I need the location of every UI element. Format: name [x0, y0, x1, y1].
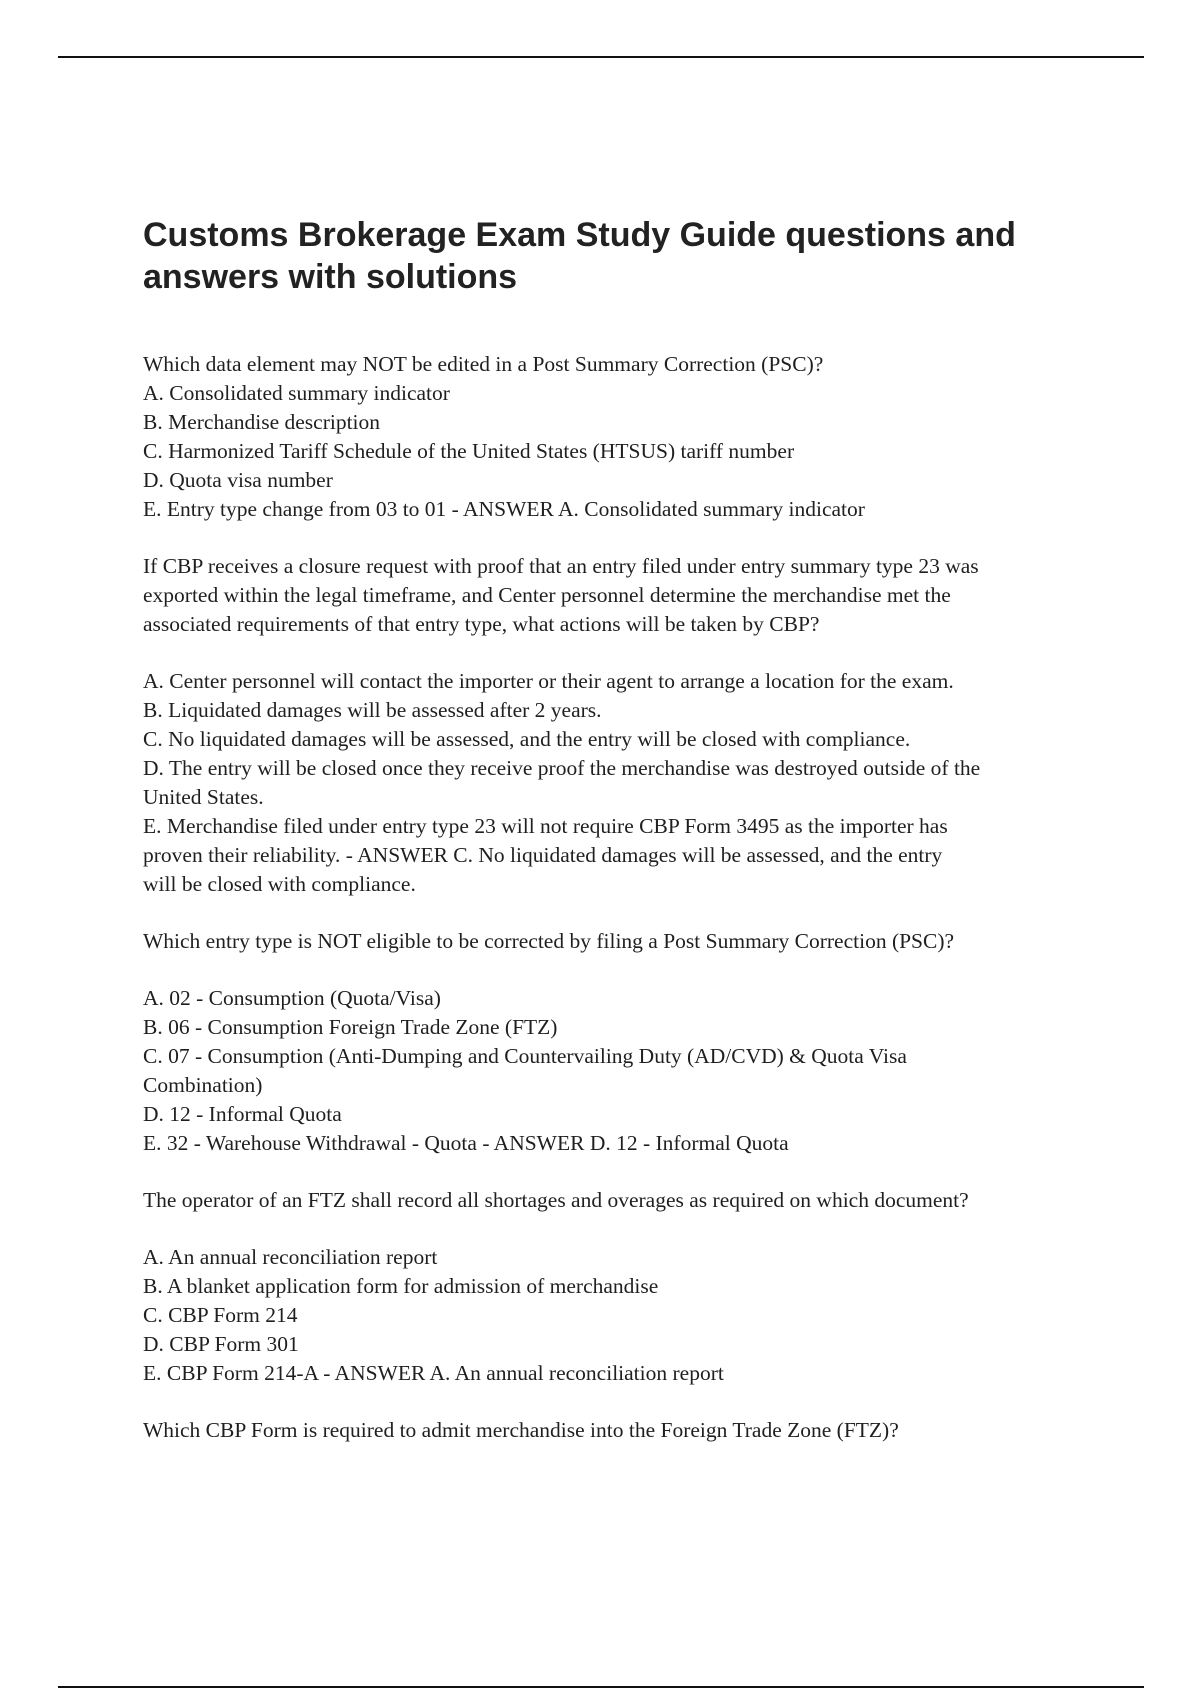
- question-text: Which CBP Form is required to admit merchandise into the Foreign Trade Zone (FTZ)?: [143, 1418, 899, 1442]
- spacer: [143, 639, 1063, 667]
- answer-option: E. Merchandise filed under entry type 23 will not require CBP Form 3495 as the importer has: [143, 814, 948, 838]
- question-text: Which data element may NOT be edited in a Post Summary Correction (PSC)?: [143, 352, 824, 376]
- spacer: [143, 956, 1063, 984]
- question-block: [143, 552, 1063, 899]
- answer-option: A. An annual reconciliation report: [143, 1245, 438, 1269]
- spacer: [143, 1215, 1063, 1243]
- answer-option: proven their reliability. - ANSWER C. No liquidated damages will be assessed, and the entry: [143, 843, 943, 867]
- answer-option: E. Entry type change from 03 to 01 - ANSWER A. Consolidated summary indicator: [143, 497, 865, 521]
- answer-option: B. 06 - Consumption Foreign Trade Zone (FTZ): [143, 1015, 558, 1039]
- answer-option: B. A blanket application form for admission of merchandise: [143, 1274, 659, 1298]
- question-block: [143, 927, 1063, 1158]
- question-text: If CBP receives a closure request with proof that an entry filed under entry summary type 23 was: [143, 554, 979, 578]
- answer-option: E. 32 - Warehouse Withdrawal - Quota - ANSWER D. 12 - Informal Quota: [143, 1131, 789, 1155]
- question-text: Which entry type is NOT eligible to be corrected by filing a Post Summary Correction (PSC)?: [143, 929, 955, 953]
- bottom-rule: [58, 1686, 1144, 1688]
- answer-option: United States.: [143, 785, 264, 809]
- question-text: exported within the legal timeframe, and Center personnel determine the merchandise met the: [143, 583, 951, 607]
- question-text: The operator of an FTZ shall record all shortages and overages as required on which document?: [143, 1188, 969, 1212]
- answer-option: D. The entry will be closed once they receive proof the merchandise was destroyed outside of the: [143, 756, 981, 780]
- top-rule: [58, 56, 1144, 58]
- answer-option: C. CBP Form 214: [143, 1303, 298, 1327]
- answer-option: will be closed with compliance.: [143, 872, 416, 896]
- answer-option: A. Consolidated summary indicator: [143, 381, 450, 405]
- answer-option: C. No liquidated damages will be assessed, and the entry will be closed with compliance.: [143, 727, 911, 751]
- question-text: associated requirements of that entry type, what actions will be taken by CBP?: [143, 612, 820, 636]
- answer-option: D. CBP Form 301: [143, 1332, 299, 1356]
- question-block: [143, 1186, 1063, 1388]
- answer-option: Combination): [143, 1073, 263, 1097]
- document-body: [143, 214, 1063, 1473]
- answer-option: A. 02 - Consumption (Quota/Visa): [143, 986, 441, 1010]
- question-block: [143, 350, 1063, 524]
- question-block: [143, 1416, 1063, 1445]
- answer-option: B. Liquidated damages will be assessed after 2 years.: [143, 698, 602, 722]
- answer-option: C. Harmonized Tariff Schedule of the United States (HTSUS) tariff number: [143, 439, 795, 463]
- answer-option: B. Merchandise description: [143, 410, 381, 434]
- answer-option: D. 12 - Informal Quota: [143, 1102, 342, 1126]
- answer-option: D. Quota visa number: [143, 468, 333, 492]
- answer-option: C. 07 - Consumption (Anti-Dumping and Countervailing Duty (AD/CVD) & Quota Visa: [143, 1044, 907, 1068]
- question-list: [143, 350, 1063, 1445]
- document-title: Customs Brokerage Exam Study Guide questions and answers with solutions: [143, 216, 1016, 296]
- answer-option: E. CBP Form 214-A - ANSWER A. An annual reconciliation report: [143, 1361, 724, 1385]
- answer-option: A. Center personnel will contact the importer or their agent to arrange a location for the exam.: [143, 669, 954, 693]
